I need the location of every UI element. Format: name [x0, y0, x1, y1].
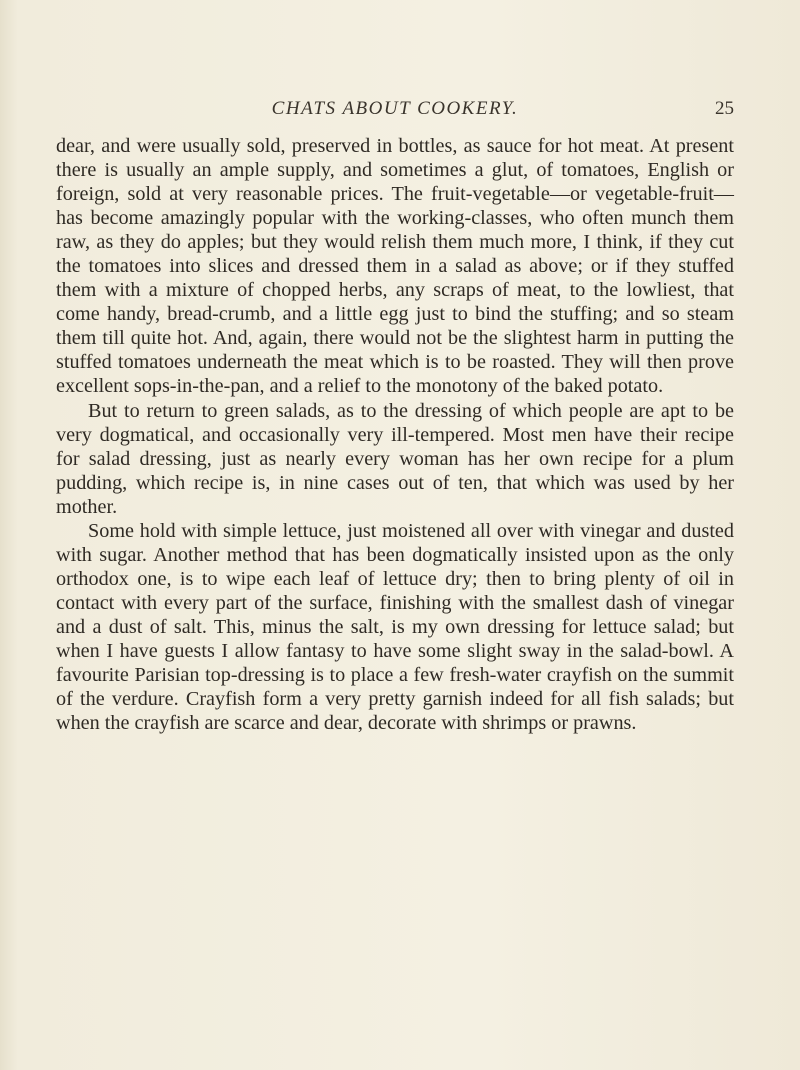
page-header	[56, 98, 734, 122]
body-text	[56, 134, 734, 735]
paragraph: But to return to green salads, as to the dressing of which people are apt to be very dogmatical, and occasionally very ill-tempered. Most men have their recipe for salad dressing, just as nearly every woman has her own recipe for a plum pudding, which recipe is, in nine cases out of ten, that which was used by her mother.	[56, 399, 734, 518]
page-number: 25	[715, 98, 734, 119]
paragraph: Some hold with simple lettuce, just moistened all over with vinegar and dusted with sugar. Another method that has been dogmatically insisted upon as the only orthodox one, is to wipe each leaf of lettuce dry; then to bring plenty of oil in contact with every part of the surface, finishing with the smallest dash of vinegar and a dust of salt. This, minus the salt, is my own dressing for lettuce salad; but when I have guests I allow fantasy to have some slight sway in the salad-bowl. A favourite Parisian top-dressing is to place a few fresh-water crayfish on the summit of the verdure. Crayfish form a very pretty garnish indeed for all fish salads; but when the crayfish are scarce and dear, decorate with shrimps or prawns.	[56, 519, 734, 735]
running-title: CHATS ABOUT COOKERY.	[271, 98, 519, 119]
paragraph: dear, and were usually sold, preserved in bottles, as sauce for hot meat. At present there is usually an ample supply, and sometimes a glut, of tomatoes, English or foreign, sold at very reasonable prices. The fruit-vegetable—or vegetable-fruit—has become amazingly popular with the working-classes, who often munch them raw, as they do apples; but they would relish them much more, I think, if they cut the tomatoes into slices and dressed them in a salad as above; or if they stuffed them with a mixture of chopped herbs, any scraps of meat, to the lowliest, that come handy, bread-crumb, and a little egg just to bind the stuffing; and so steam them till quite hot. And, again, there would not be the slightest harm in putting the stuffed tomatoes underneath the meat which is to be roasted. They will then prove excellent sops-in-the-pan, and a relief to the monotony of the baked potato.	[56, 135, 734, 398]
